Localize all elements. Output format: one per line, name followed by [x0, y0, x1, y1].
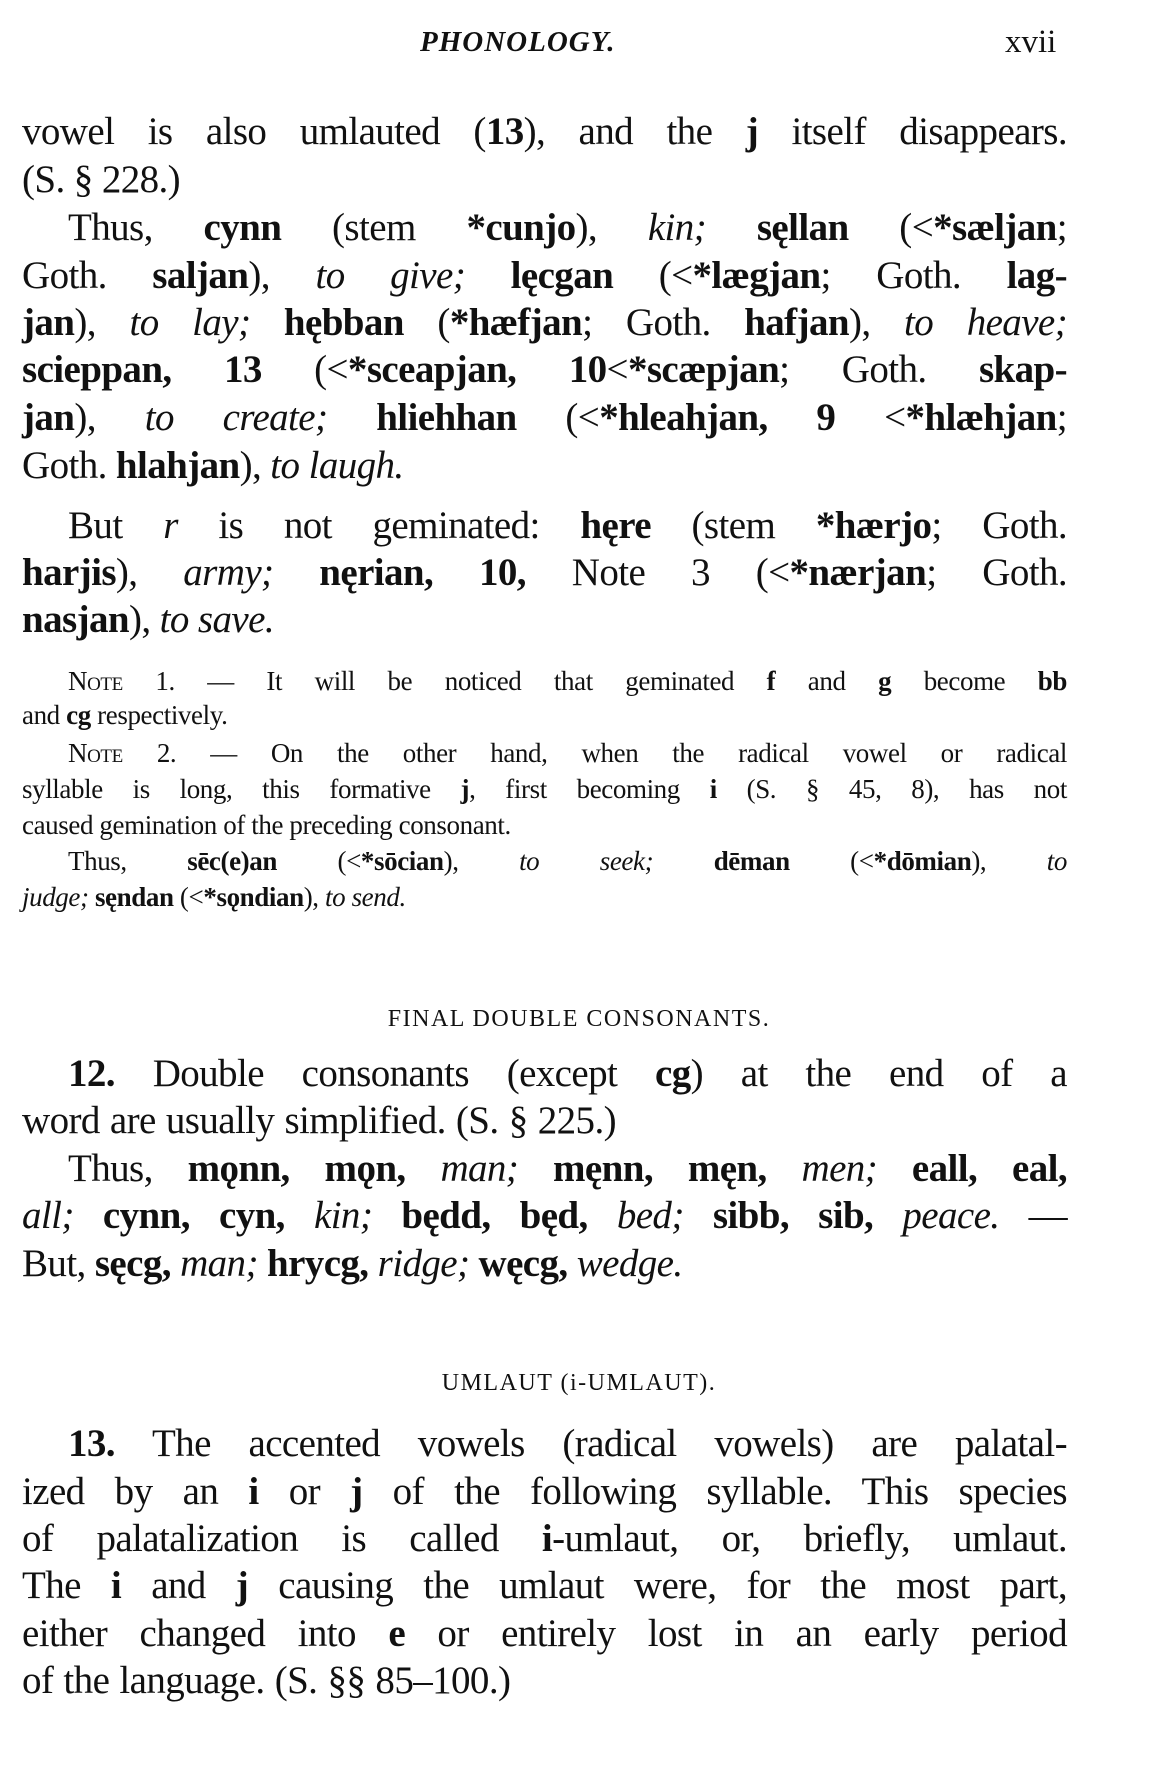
- text-run: and: [775, 666, 879, 696]
- text-run: <: [606, 348, 628, 391]
- text-run: [684, 1194, 713, 1237]
- bold-term: *nærjan: [789, 551, 927, 594]
- text-run: ),: [128, 598, 160, 641]
- bold-term: dēman: [713, 846, 790, 876]
- bold-term: i: [541, 1517, 553, 1560]
- note-line: [22, 776, 1067, 803]
- italic-gloss: man;: [440, 1147, 519, 1190]
- text-line: [68, 506, 1067, 545]
- text-run: —: [999, 1194, 1067, 1237]
- text-run: [465, 254, 511, 297]
- bold-term: hęre: [580, 504, 651, 547]
- italic-gloss: all;: [22, 1194, 74, 1237]
- note-line: caused gemination of the preceding consonant.: [22, 810, 511, 840]
- text-run: itself disappears.: [758, 110, 1067, 153]
- bold-term: węcg,: [478, 1242, 568, 1285]
- text-line: (S. § 228.): [22, 158, 181, 201]
- bold-term: nasjan: [22, 598, 129, 641]
- text-line: [22, 112, 1067, 151]
- text-run: [588, 1194, 617, 1237]
- text-run: (<: [516, 396, 600, 439]
- text-run: ; Goth.: [582, 301, 745, 344]
- text-line: [22, 446, 1072, 485]
- note-line: [68, 848, 1067, 875]
- text-run: [406, 1147, 441, 1190]
- bold-term: cg: [66, 700, 91, 730]
- text-run: [372, 1194, 401, 1237]
- text-run: Goth.: [22, 254, 153, 297]
- italic-gloss: man;: [180, 1242, 258, 1285]
- text-run: ; Goth.: [779, 348, 979, 391]
- bold-term: e: [388, 1612, 406, 1655]
- bold-term: będd, będ,: [401, 1194, 588, 1237]
- text-line: [68, 1054, 1067, 1093]
- running-head: PHONOLOGY.: [420, 26, 616, 58]
- text-run: and: [22, 700, 67, 730]
- text-run: But,: [22, 1242, 95, 1285]
- bold-term: *scæpjan: [627, 348, 780, 391]
- italic-gloss: to: [1046, 846, 1067, 876]
- italic-gloss: r: [163, 504, 178, 547]
- text-line: [22, 398, 1067, 437]
- text-run: ),: [74, 396, 145, 439]
- bold-term: *lægjan: [692, 254, 821, 297]
- bold-term: saljan: [152, 254, 249, 297]
- bold-term: hrycg,: [267, 1242, 369, 1285]
- text-run: (: [403, 301, 450, 344]
- bold-term: *dōmian: [873, 846, 972, 876]
- bold-term: sibb, sib,: [712, 1194, 874, 1237]
- text-run: ),: [74, 301, 130, 344]
- text-line: [68, 208, 1067, 247]
- section-heading: UMLAUT (i-UMLAUT).: [441, 1370, 717, 1396]
- text-run: [258, 1242, 267, 1285]
- text-run: ized by an: [22, 1470, 249, 1513]
- italic-gloss: to heave;: [904, 301, 1068, 344]
- italic-gloss: judge;: [22, 882, 89, 912]
- text-line: [22, 303, 1067, 342]
- text-run: 2. — On the other hand, when the radical vowel or radical: [122, 738, 1067, 768]
- text-line: [22, 1244, 1072, 1283]
- bold-term: *hlæhjan: [905, 396, 1057, 439]
- bold-term: f: [766, 666, 776, 696]
- text-run: Note: [68, 666, 123, 696]
- text-run: ),: [248, 254, 316, 297]
- bold-term: jan: [22, 301, 75, 344]
- text-run: Note 3 (<: [525, 551, 790, 594]
- bold-term: cg: [654, 1052, 691, 1095]
- text-run: ),: [575, 206, 648, 249]
- bold-term: j: [460, 774, 470, 804]
- text-run: and: [121, 1564, 236, 1607]
- text-run: (<: [277, 846, 361, 876]
- bold-term: *sceapjan, 10: [347, 348, 607, 391]
- text-line: of the language. (S. §§ 85–100.): [22, 1659, 511, 1702]
- text-run: (<: [613, 254, 693, 297]
- bold-term: scieppan, 13: [22, 348, 262, 391]
- text-run: ),: [443, 846, 520, 876]
- text-run: ),: [848, 301, 905, 344]
- text-run: Thus,: [68, 206, 204, 249]
- note-line: [22, 702, 1072, 729]
- text-run: [250, 301, 284, 344]
- text-run: ),: [303, 882, 326, 912]
- text-run: either changed into: [22, 1612, 389, 1655]
- text-run: ; Goth.: [820, 254, 1007, 297]
- text-run: (stem: [281, 206, 467, 249]
- text-line: [22, 256, 1067, 295]
- text-run: [469, 1242, 478, 1285]
- italic-gloss: wedge.: [576, 1242, 683, 1285]
- bold-term: j: [235, 1564, 249, 1607]
- text-run: [518, 1147, 553, 1190]
- text-line: [22, 1519, 1067, 1558]
- bold-term: cynn: [203, 206, 282, 249]
- text-run: The accented vowels (radical vowels) are palatal-: [114, 1422, 1067, 1465]
- bold-term: *sōcian: [360, 846, 444, 876]
- italic-gloss: to give;: [315, 254, 466, 297]
- text-run: ),: [115, 551, 184, 594]
- text-run: (S. § 45, 8), has not: [716, 774, 1067, 804]
- text-run: [653, 846, 713, 876]
- text-line: word are usually simplified. (S. § 225.): [22, 1099, 616, 1142]
- bold-term: j: [350, 1470, 363, 1513]
- text-run: or entirely lost in an early period: [405, 1612, 1067, 1655]
- text-run: causing the umlaut were, for the most part,: [248, 1564, 1068, 1607]
- bold-term: *hleahjan, 9: [599, 396, 836, 439]
- text-run: [767, 1147, 802, 1190]
- italic-gloss: to save.: [159, 598, 274, 641]
- bold-term: lęcgan: [510, 254, 614, 297]
- text-run: vowel is also umlauted (: [22, 110, 486, 153]
- text-line: [22, 1614, 1067, 1653]
- text-line: [22, 1196, 1067, 1235]
- italic-gloss: men;: [801, 1147, 878, 1190]
- note-line: [22, 884, 1072, 911]
- text-run: [877, 1147, 912, 1190]
- text-run: [327, 396, 376, 439]
- text-run: ;: [1056, 206, 1067, 249]
- italic-gloss: to create;: [144, 396, 328, 439]
- bold-term: *sæljan: [933, 206, 1057, 249]
- italic-gloss: to lay;: [129, 301, 251, 344]
- paragraph-number: 13.: [68, 1422, 115, 1465]
- text-run: [873, 1194, 902, 1237]
- note-line: [68, 740, 1067, 767]
- text-run: [368, 1242, 377, 1285]
- bold-term: eall, eal,: [911, 1147, 1067, 1190]
- italic-gloss: kin;: [647, 206, 707, 249]
- bold-term: sęllan: [756, 206, 849, 249]
- text-line: [22, 600, 1072, 639]
- text-run: ; Goth.: [931, 504, 1068, 547]
- bold-term: cynn, cyn,: [102, 1194, 285, 1237]
- text-run: <: [835, 396, 906, 439]
- text-line: [68, 1149, 1067, 1188]
- note-line: [68, 668, 1067, 695]
- text-run: of palatalization is called: [22, 1517, 542, 1560]
- italic-gloss: army;: [183, 551, 274, 594]
- text-line: [68, 1424, 1067, 1463]
- italic-gloss: ridge;: [377, 1242, 470, 1285]
- bold-term: *hærjo: [815, 504, 932, 547]
- bold-term: hafjan: [744, 301, 849, 344]
- bold-term: *hæfjan: [449, 301, 583, 344]
- text-run: (<: [173, 882, 204, 912]
- bold-term: i: [709, 774, 717, 804]
- bold-term: *sǫndian: [203, 882, 304, 912]
- paragraph-number: 12.: [68, 1052, 115, 1095]
- text-run: (<: [789, 846, 874, 876]
- text-run: respectively.: [90, 700, 228, 730]
- bold-term: harjis: [22, 551, 116, 594]
- bold-term: i: [110, 1564, 122, 1607]
- text-run: , first becoming: [469, 774, 710, 804]
- text-run: ;: [1056, 396, 1068, 439]
- italic-gloss: to laugh.: [270, 444, 404, 487]
- bold-term: skap-: [978, 348, 1067, 391]
- text-run: ) at the end of a: [690, 1052, 1067, 1095]
- text-run: Double consonants (except: [114, 1052, 655, 1095]
- text-run: syllable is long, this formative: [22, 774, 461, 804]
- text-line: [22, 1472, 1067, 1511]
- bold-term: j: [745, 110, 759, 153]
- text-run: ), and the: [523, 110, 746, 153]
- text-run: is not geminated:: [177, 504, 581, 547]
- text-run: Goth.: [22, 444, 116, 487]
- bold-term: lag-: [1006, 254, 1067, 297]
- text-run: of the following syllable. This species: [362, 1470, 1067, 1513]
- bold-term: hębban: [283, 301, 404, 344]
- italic-gloss: bed;: [616, 1194, 684, 1237]
- text-line: [22, 350, 1067, 389]
- text-run: The: [22, 1564, 111, 1607]
- text-run: ),: [239, 444, 271, 487]
- bold-term: sęcg,: [94, 1242, 171, 1285]
- bold-term: bb: [1037, 666, 1067, 696]
- text-run: Note: [68, 738, 123, 768]
- bold-term: g: [878, 666, 892, 696]
- text-run: (<: [848, 206, 934, 249]
- section-heading: FINAL DOUBLE CONSONANTS.: [387, 1006, 771, 1032]
- bold-term: nęrian, 10,: [319, 551, 526, 594]
- text-run: become: [891, 666, 1038, 696]
- bold-term: *cunjo: [466, 206, 576, 249]
- text-run: 1. — It will be noticed that geminated: [122, 666, 767, 696]
- text-run: [568, 1242, 577, 1285]
- text-line: [22, 553, 1067, 592]
- bold-term: męnn, męn,: [553, 1147, 767, 1190]
- text-run: Thus,: [68, 846, 188, 876]
- bold-term: hliehhan: [376, 396, 517, 439]
- text-run: (stem: [650, 504, 816, 547]
- text-line: [22, 1566, 1067, 1605]
- bold-term: 13: [485, 110, 524, 153]
- text-run: Thus,: [68, 1147, 188, 1190]
- text-run: But: [68, 504, 164, 547]
- text-run: [74, 1194, 103, 1237]
- italic-gloss: peace.: [902, 1194, 1000, 1237]
- bold-term: sęndan: [94, 882, 174, 912]
- text-run: [285, 1194, 314, 1237]
- text-run: [706, 206, 757, 249]
- text-run: [273, 551, 319, 594]
- bold-term: sēc(e)an: [187, 846, 277, 876]
- bold-term: i: [248, 1470, 259, 1513]
- page-number: xvii: [1005, 24, 1057, 60]
- italic-gloss: to seek;: [519, 846, 654, 876]
- text-run: ; Goth.: [926, 551, 1068, 594]
- text-run: ),: [971, 846, 1047, 876]
- italic-gloss: kin;: [313, 1194, 373, 1237]
- bold-term: jan: [22, 396, 75, 439]
- italic-gloss: to send.: [325, 882, 406, 912]
- text-run: or: [258, 1470, 351, 1513]
- text-run: (<: [261, 348, 348, 391]
- text-run: -umlaut, or, briefly, umlaut.: [552, 1517, 1067, 1560]
- bold-term: mǫnn, mǫn,: [187, 1147, 406, 1190]
- text-run: [171, 1242, 180, 1285]
- bold-term: hlahjan: [115, 444, 240, 487]
